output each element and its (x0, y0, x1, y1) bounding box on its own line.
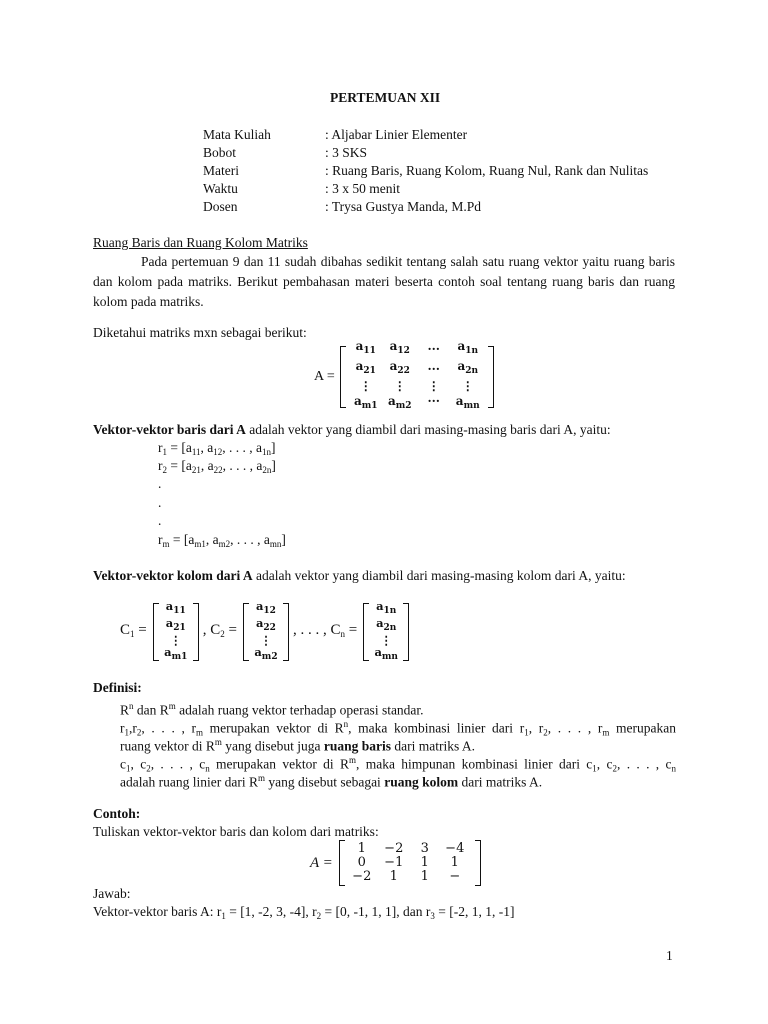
col-vectors-term: Vektor-vektor kolom dari A (93, 568, 253, 583)
definisi-line: $R^n$ dan $R^m$ adalah ruang vektor terhadap operasi standar. (120, 701, 424, 718)
matrix-entry: $a_{22}$ (389, 359, 410, 376)
row-vector-r2: $r_2 = [a_{21}$, $a_{22}$, . . . , $a_{2n}$] (158, 458, 276, 475)
definisi-line: ruang vektor di $R^m$ yang disebut juga ruang baris dari matriks A. (120, 737, 475, 754)
general-matrix (314, 340, 494, 413)
jawab-label: Jawab: (93, 886, 131, 901)
info-label: Materi (203, 163, 239, 178)
ellipsis-dot: . (158, 513, 162, 528)
info-value: : 3 SKS (325, 145, 368, 160)
matrix-entry: 1 (420, 869, 429, 884)
row-vectors-sentence (93, 421, 611, 439)
page-title: PERTEMUAN XII (330, 90, 441, 105)
right-bracket (488, 346, 494, 408)
matrix-entry: $a_{2n}$ (457, 359, 479, 376)
matrix-label: A = (314, 368, 335, 384)
right-bracket (475, 840, 481, 886)
answer-line: Vektor-vektor baris A: $r_1 = [1$, -2, 3, -4], $r_2 = [0$, -1, 1, 1], dan $r_3 = [-2$, 1, 1, -1] (93, 904, 515, 921)
matrix-intro: Diketahui matriks mxn sebagai berikut: (93, 325, 307, 340)
left-bracket (340, 346, 346, 408)
left-bracket (243, 603, 249, 661)
matrix-entry: 0 (357, 855, 366, 870)
matrix-entry: $a_{11}$ (165, 599, 186, 616)
matrix-entry: ⋮ (427, 379, 440, 393)
info-label: Mata Kuliah (203, 127, 271, 142)
info-value: : Aljabar Linier Elementer (325, 127, 468, 142)
matrix-entry: $a_{1n}$ (457, 339, 479, 356)
col-label-c2: , $C_2$ = (202, 621, 237, 639)
matrix-entry: ... (427, 339, 440, 353)
matrix-entry: $a_{12}$ (389, 339, 410, 356)
matrix-entry: ... (427, 359, 440, 373)
col-vectors-description: adalah vektor yang diambil dari masing-masing kolom dari A, yaitu: (252, 568, 626, 583)
matrix-entry: −1 (384, 855, 404, 870)
left-bracket (153, 603, 159, 661)
matrix-entry: $a_{mn}$ (374, 645, 398, 662)
right-bracket (403, 603, 409, 661)
row-vector-r1: $r_1 = [a_{11}$, $a_{12}$, . . . , $a_{1n}$] (158, 440, 276, 457)
matrix-entry: $a_{m1}$ (164, 645, 188, 662)
left-bracket (363, 603, 369, 661)
example-entries (345, 842, 475, 884)
left-bracket (339, 840, 345, 886)
matrix-entry: $a_{21}$ (355, 359, 376, 376)
matrix-entry: 1 (450, 855, 459, 870)
info-label: Bobot (203, 145, 237, 160)
column-vector-cn (369, 600, 403, 663)
column-vector-c1 (159, 600, 193, 663)
definisi-line: $c_1$, $c_2$, . . . , $c_n$ merupakan vektor di $R^m$, maka himpunan kombinasi linier dari $c_1$, $c_2$, . . . , $c_n$ (120, 755, 677, 774)
info-label: Waktu (203, 181, 238, 196)
row-vectors-term: Vektor-vektor baris dari A (93, 422, 246, 437)
matrix-entry: 1 (389, 869, 398, 884)
column-vectors (120, 600, 409, 663)
matrix-entry: $a_{11}$ (355, 339, 376, 356)
matrix-entry: $a_{mn}$ (455, 394, 480, 411)
ellipsis-dot: . (158, 495, 162, 510)
matrix-entry: $a_{21}$ (165, 616, 186, 633)
matrix-entry: ⋮ (380, 633, 392, 647)
right-bracket (283, 603, 289, 661)
intro-paragraph: Pada pertemuan 9 dan 11 sudah dibahas sedikit tentang salah satu ruang vektor yaitu ruang baris dan kolom pada matriks. Berikut pembahasan materi beserta contoh soal tentang ruang baris dan ruang kolom pada matriks. (93, 254, 675, 309)
definisi-line: adalah ruang linier dari $R^m$ yang disebut sebagai ruang kolom dari matriks A. (120, 773, 543, 790)
matrix-entry: $a_{2n}$ (376, 616, 397, 633)
matrix-entry: ⋮ (461, 379, 474, 393)
contoh-heading: Contoh: (93, 806, 141, 821)
matrix-entry: −2 (384, 841, 404, 856)
matrix-entry: 1 (420, 855, 429, 870)
matrix-entry: ⋮ (393, 379, 406, 393)
matrix-entry: ⋮ (359, 379, 372, 393)
right-bracket (193, 603, 199, 661)
info-label: Dosen (203, 199, 238, 214)
section-heading: Ruang Baris dan Ruang Kolom Matriks (93, 235, 308, 250)
info-value: : Ruang Baris, Ruang Kolom, Ruang Nul, Rank dan Nulitas (325, 163, 649, 178)
col-label-cn: , . . . , $C_n$ = (292, 621, 358, 639)
matrix-entry: $a_{m2}$ (254, 645, 278, 662)
matrix-entry: ··· (427, 394, 440, 408)
example-label: A = (310, 855, 333, 871)
col-label-c1: $C_1$ = (120, 621, 147, 639)
matrix-entry: $a_{22}$ (255, 616, 276, 633)
matrix-entries (346, 340, 488, 413)
matrix-entry: $a_{12}$ (255, 599, 276, 616)
info-value: : 3 x 50 menit (325, 181, 400, 196)
page-number: 1 (666, 948, 673, 963)
matrix-entry: $a_{m2}$ (387, 394, 412, 411)
matrix-entry: −2 (352, 869, 372, 884)
matrix-entry: 3 (420, 841, 429, 856)
ellipsis-dot: . (158, 476, 162, 491)
matrix-entry: $a_{1n}$ (376, 599, 397, 616)
definisi-line: $r_1,r_2$, . . . , $r_m$ merupakan vektor di $R^n$, maka kombinasi linier dari $r_1$, $r_2$, . . . , $r_m$ merupakan (120, 719, 677, 738)
matrix-entry: $a_{m1}$ (353, 394, 378, 411)
matrix-entry: ⋮ (169, 633, 182, 647)
matrix-entry: ⋮ (260, 633, 272, 647)
matrix-entry: − (449, 869, 461, 884)
contoh-text: Tuliskan vektor-vektor baris dan kolom dari matriks: (93, 824, 379, 839)
matrix-entry: 1 (357, 841, 366, 856)
example-matrix (310, 840, 481, 886)
info-value: : Trysa Gustya Manda, M.Pd (325, 199, 482, 214)
row-vectors-description: adalah vektor yang diambil dari masing-masing baris dari A, yaitu: (245, 422, 611, 437)
col-vectors-sentence (93, 566, 675, 585)
row-vector-rm: $r_m = [a_{m1}$, $a_{m2}$, . . . , $a_{mn}$] (158, 532, 286, 549)
definisi-heading: Definisi: (93, 680, 142, 695)
column-vector-c2 (249, 600, 283, 663)
matrix-entry: −4 (445, 841, 465, 856)
